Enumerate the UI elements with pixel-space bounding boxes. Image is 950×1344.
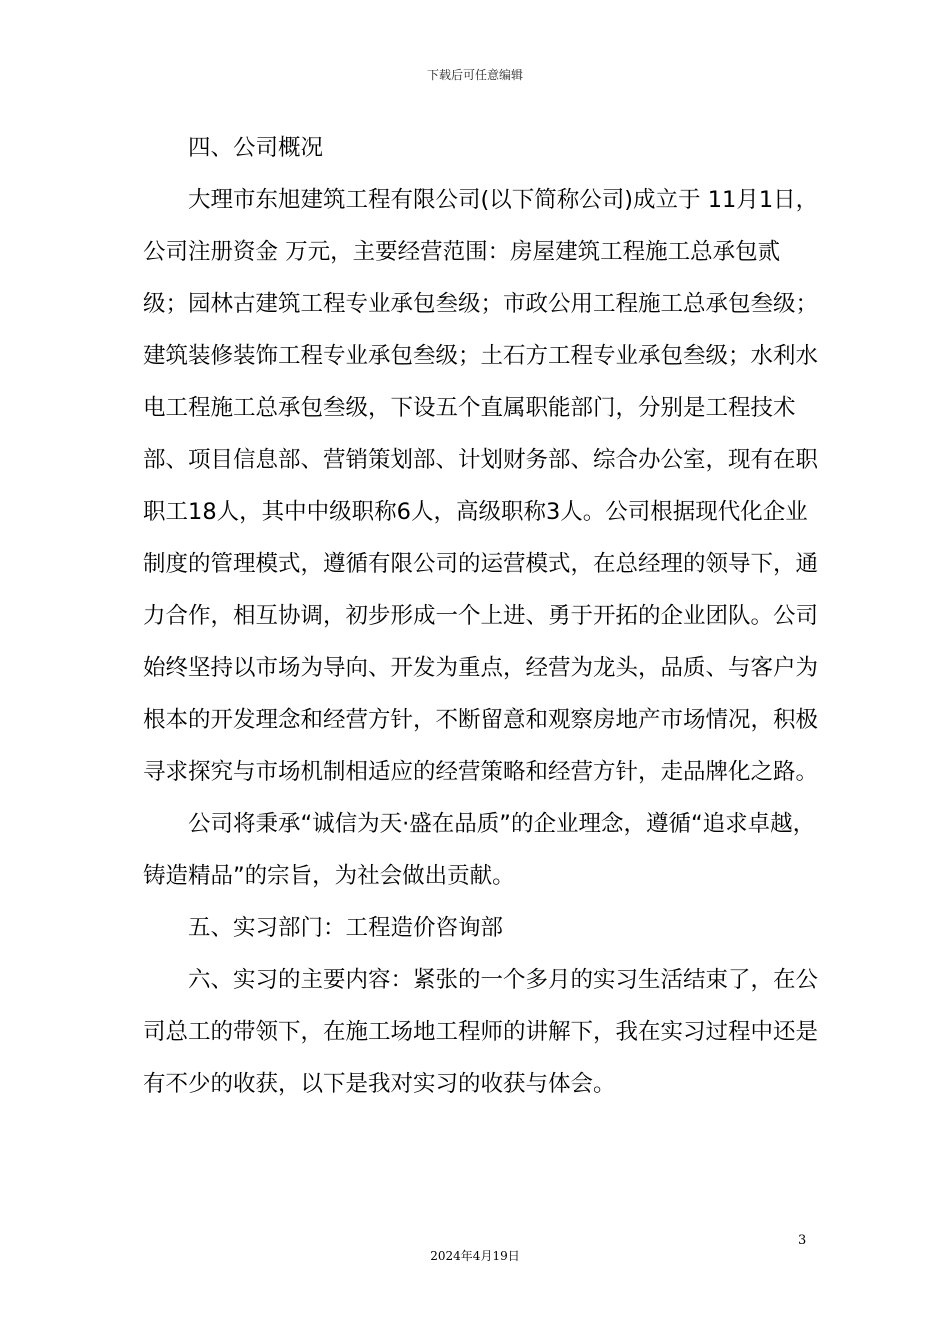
paragraph-company-philosophy: 公司将秉承“诚信为天·盛在品质”的企业理念，遵循“追求卓越，铸造精品”的宗旨，为社会做出贡献。	[143, 811, 816, 889]
document-body	[143, 122, 823, 1110]
section-heading-company-overview: 四、公司概况	[188, 135, 324, 161]
page-number: 3	[798, 1233, 807, 1248]
paragraph-internship-content: 六、实习的主要内容：紧张的一个多月的实习生活结束了，在公司总工的带领下，在施工场地工程师的讲解下，我在实习过程中还是有不少的收获，以下是我对实习的收获与体会。	[143, 967, 819, 1097]
page-header: 下载后可任意编辑	[426, 68, 523, 82]
footer-date: 2024年4月19日	[430, 1249, 520, 1263]
section-heading-department: 五、实习部门：工程造价咨询部	[188, 915, 504, 941]
paragraph-company-description: 大理市东旭建筑工程有限公司(以下简称公司)成立于 11月1日，公司注册资金 万元，主要经营范围：房屋建筑工程施工总承包贰级；园林古建筑工程专业承包叁级；市政公用工程施工总承包叁级；建筑装修装饰工程专业承包叁级；土石方工程专业承包叁级；水利水电工程施工总承包叁级，下设五个直属职能部门，分别是工程技术部、项目信息部、营销策划部、计划财务部、综合办公室，现有在职职工18人，其中中级职称6人，高级职称3人。公司根据现代化企业制度的管理模式，遵循有限公司的运营模式，在总经理的领导下，通力合作，相互协调，初步形成一个上进、勇于开拓的企业团队。公司始终坚持以市场为导向、开发为重点，经营为龙头，品质、与客户为根本的开发理念和经营方针，不断留意和观察房地产市场情况，积极寻求探究与市场机制相适应的经营策略和经营方针，走品牌化之路。	[143, 187, 819, 785]
